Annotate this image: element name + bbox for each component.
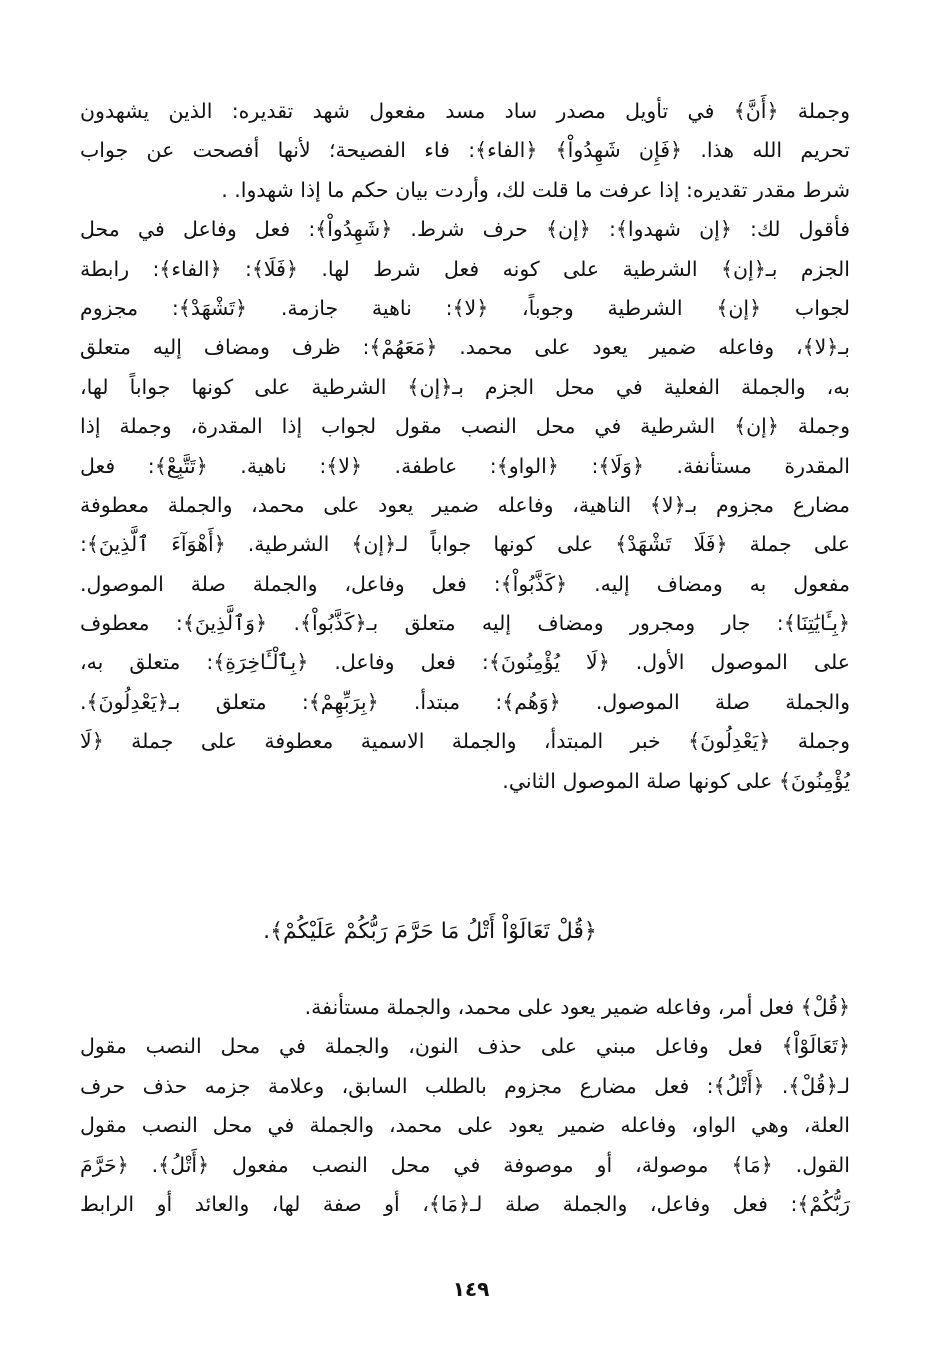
text-line: وجملة ﴿إن﴾ الشرطية في محل النصب مقول لجواب إذا المقدرة، وجملة إذا bbox=[80, 414, 850, 439]
text-line: على الموصول الأول. ﴿لَا يُؤْمِنُونَ﴾: فعل وفاعل. ﴿بِٱلْـَٔاخِرَةِ﴾: متعلق به، bbox=[80, 650, 850, 675]
text-line: لـ﴿قُلْ﴾. ﴿أَتْلُ﴾: فعل مضارع مجزوم بالطلب السابق، وعلامة جزمه حذف حرف bbox=[80, 1073, 850, 1098]
paragraph-block-1 bbox=[80, 92, 850, 801]
text-line: الجزم بـ﴿إن﴾ الشرطية على كونه فعل شرط لها. ﴿فَلَا﴾: ﴿الفاء﴾: رابطة bbox=[80, 256, 850, 281]
text-line: العلة، وهي الواو، وفاعله ضمير يعود على محمد، والجملة في محل النصب مقول bbox=[80, 1113, 850, 1138]
text-line: والجملة صلة الموصول. ﴿وَهُم﴾: مبتدأ. ﴿بِرَبِّهِمْ﴾: متعلق بـ﴿يَعْدِلُونَ﴾. bbox=[80, 689, 850, 714]
text-line: فأقول لك: ﴿إن شهدوا﴾: ﴿إن﴾ حرف شرط. ﴿شَهِدُواْ﴾: فعل وفاعل في محل bbox=[80, 217, 850, 242]
page-number: ١٤٩ bbox=[452, 1277, 490, 1301]
text-line: به، والجملة الفعلية في محل الجزم بـ﴿إن﴾ الشرطية على كونها جواباً لها، bbox=[80, 374, 850, 399]
text-line: وجملة ﴿يَعْدِلُونَ﴾ خبر المبتدأ، والجملة الاسمية معطوفة على جملة ﴿لَا bbox=[80, 729, 850, 754]
text-line: ﴿قُلْ﴾ فعل أمر، وفاعله ضمير يعود على محمد، والجملة مستأنفة. bbox=[304, 995, 850, 1019]
text-line: بـ﴿لا﴾، وفاعله ضمير يعود على محمد. ﴿مَعَهُمْ﴾: ظرف ومضاف إليه متعلق bbox=[80, 335, 850, 360]
text-line: المقدرة مستأنفة. ﴿وَلَا﴾: ﴿الواو﴾: عاطفة. ﴿لا﴾: ناهية. ﴿تَتَّبِعْ﴾: فعل bbox=[80, 453, 850, 478]
text-line: شرط مقدر تقديره: إذا عرفت ما قلت لك، وأردت بيان حكم ما إذا شهدوا. . bbox=[221, 177, 850, 202]
quran-verse-heading: ﴿قُلْ تَعَالَوْاْ أَتْلُ مَا حَرَّمَ رَبُّكُمْ عَلَيْكُمْ﴾. bbox=[263, 919, 597, 944]
text-line: ﴿بِـَٔايَٰتِنَا﴾: جار ومجرور ومضاف إليه متعلق بـ﴿كَذَّبُواْ﴾. ﴿وَٱلَّذِينَ﴾: معطوف bbox=[80, 611, 850, 636]
text-line: رَبُّكُمْ﴾: فعل وفاعل، والجملة صلة لـ﴿مَا﴾، أو صفة لها، والعائد أو الرابط bbox=[80, 1191, 850, 1216]
text-line: لجواب ﴿إن﴾ الشرطية وجوباً، ﴿لا﴾: ناهية جازمة. ﴿تَشْهَدْ﴾: مجزوم bbox=[80, 295, 850, 320]
text-line: يُؤْمِنُونَ﴾ على كونها صلة الموصول الثاني. bbox=[502, 768, 850, 793]
text-line: القول. ﴿مَا﴾ موصولة، أو موصوفة في محل النصب مفعول ﴿أَتْلُ﴾. ﴿حَرَّمَ bbox=[80, 1152, 850, 1177]
text-line: على جملة ﴿فَلَا تَشْهَدْ﴾ على كونها جواباً لـ﴿إن﴾ الشرطية. ﴿أَهْوَآءَ ٱلَّذِينَ﴾: bbox=[80, 532, 850, 557]
text-line: وجملة ﴿أَنَّ﴾ في تأويل مصدر ساد مسد مفعول شهد تقديره: الذين يشهدون bbox=[80, 99, 850, 123]
text-line: مفعول به ومضاف إليه. ﴿كَذَّبُواْ﴾: فعل وفاعل، والجملة صلة الموصول. bbox=[80, 571, 850, 596]
paragraph-block-2 bbox=[80, 988, 850, 1224]
text-line: ﴿تَعَالَوْاْ﴾ فعل وفاعل مبني على حذف النون، والجملة في محل النصب مقول bbox=[80, 1034, 850, 1059]
text-line: تحريم الله هذا. ﴿فَإِن شَهِدُواْ﴾ ﴿الفاء﴾: فاء الفصيحة؛ لأنها أفصحت عن جواب bbox=[80, 138, 850, 163]
text-line: مضارع مجزوم بـ﴿لا﴾ الناهية، وفاعله ضمير يعود على محمد، والجملة معطوفة bbox=[80, 492, 850, 517]
